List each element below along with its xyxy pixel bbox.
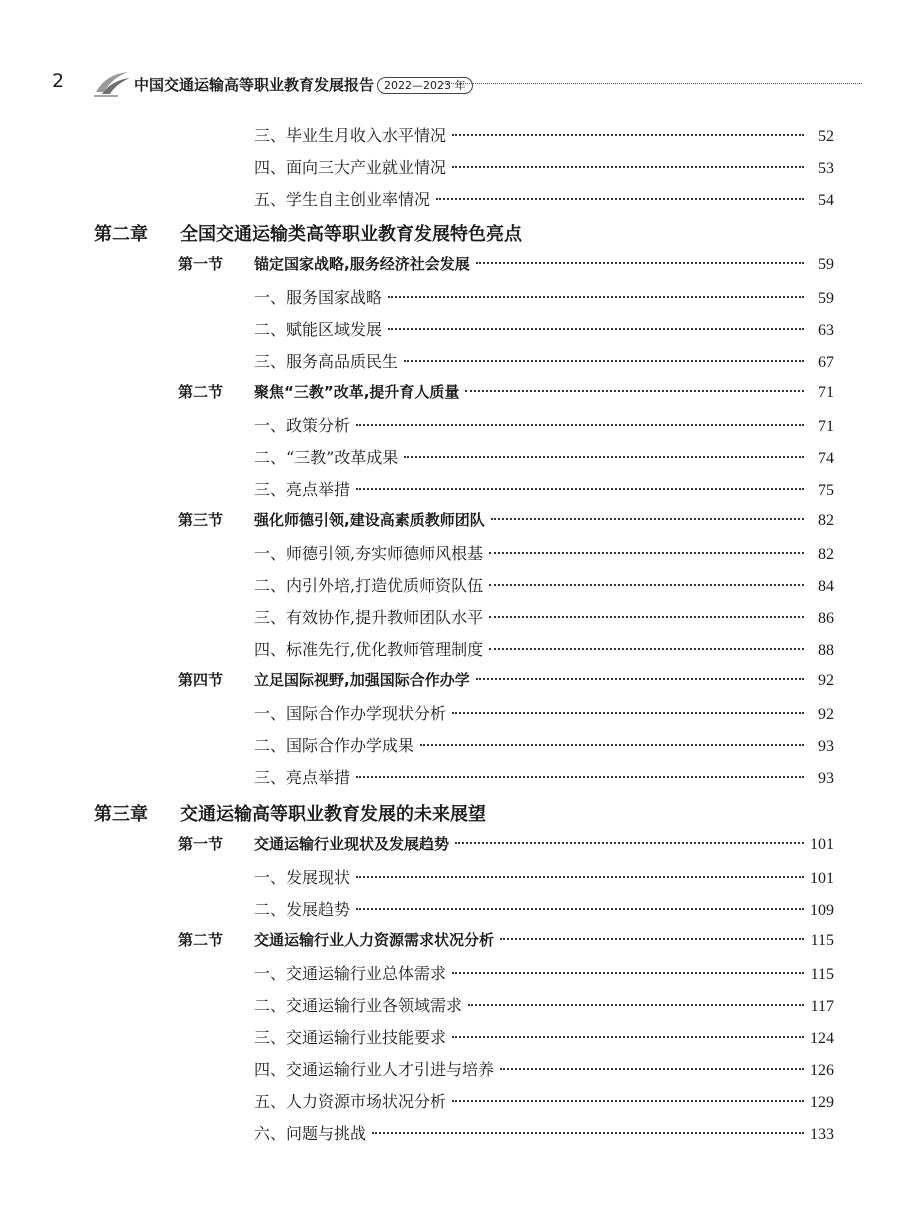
toc-entry-line <box>254 445 834 468</box>
toc-entry-page: 126 <box>810 1062 834 1079</box>
leader-dots <box>436 198 804 200</box>
toc-entry[interactable] <box>0 314 900 344</box>
toc-entry-page: 84 <box>818 578 834 595</box>
toc-entry-title: 三、服务高品质民生 <box>254 352 399 371</box>
toc-chapter[interactable] <box>0 798 900 828</box>
toc-section-line <box>254 833 834 854</box>
toc-entry-line <box>254 733 834 756</box>
leader-dots <box>388 328 804 330</box>
toc-entry-line <box>254 1089 834 1112</box>
leader-dots <box>388 296 804 298</box>
toc-entry[interactable] <box>0 570 900 600</box>
toc-entry-title: 四、标准先行,优化教师管理制度 <box>254 640 484 659</box>
toc-entry-title: 三、亮点举措 <box>254 768 351 787</box>
toc-entry[interactable] <box>0 152 900 182</box>
toc-entry-page: 74 <box>818 450 834 467</box>
leader-dots <box>420 744 804 746</box>
toc-entry-line <box>254 961 834 984</box>
report-logo-icon <box>92 68 132 98</box>
toc-entry[interactable] <box>0 762 900 792</box>
toc-entry-title: 二、内引外培,打造优质师资队伍 <box>254 576 484 595</box>
toc-entry-line <box>254 1025 834 1048</box>
toc-entry[interactable] <box>0 894 900 924</box>
leader-dots <box>491 518 804 520</box>
toc-section-line <box>254 669 834 690</box>
leader-dots <box>500 1068 804 1070</box>
section-page: 59 <box>818 256 834 273</box>
toc-entry-page: 52 <box>818 128 834 145</box>
toc-entry-line <box>254 317 834 340</box>
leader-dots <box>372 1132 804 1134</box>
toc-entry-title: 一、发展现状 <box>254 868 351 887</box>
toc-entry-page: 86 <box>818 610 834 627</box>
section-title: 聚焦“三教”改革,提升育人质量 <box>254 383 460 401</box>
toc-entry-page: 115 <box>810 966 834 983</box>
header-dotted-rule <box>442 83 862 84</box>
header-years-badge: 2022—2023 年 <box>377 77 473 94</box>
leader-dots <box>489 616 804 618</box>
toc-entry-title: 二、国际合作办学成果 <box>254 736 415 755</box>
leader-dots <box>465 390 804 392</box>
toc-entry-line <box>254 477 834 500</box>
toc-entry[interactable] <box>0 346 900 376</box>
toc-entry[interactable] <box>0 282 900 312</box>
leader-dots <box>356 908 804 910</box>
chapter-label: 第二章 <box>94 224 148 245</box>
toc-entry-page: 67 <box>818 354 834 371</box>
toc-entry-page: 133 <box>810 1126 834 1143</box>
toc-entry[interactable] <box>0 958 900 988</box>
toc-entry-line <box>254 637 834 660</box>
leader-dots <box>356 876 804 878</box>
toc-entry-title: 三、有效协作,提升教师团队水平 <box>254 608 484 627</box>
toc-entry-title: 一、交通运输行业总体需求 <box>254 964 447 983</box>
leader-dots <box>452 166 804 168</box>
section-label: 第一节 <box>178 835 224 853</box>
toc-entry[interactable] <box>0 634 900 664</box>
toc-entry-line <box>254 349 834 372</box>
toc-section-line <box>254 929 834 950</box>
section-label: 第二节 <box>178 383 224 401</box>
leader-dots <box>489 648 804 650</box>
toc-entry-title: 二、交通运输行业各领域需求 <box>254 996 463 1015</box>
toc-entry-title: 二、赋能区域发展 <box>254 320 383 339</box>
toc-entry-page: 82 <box>818 546 834 563</box>
toc-entry-line <box>254 187 834 210</box>
toc-entry-line <box>254 1057 834 1080</box>
leader-dots <box>500 938 804 940</box>
toc-entry-page: 92 <box>818 706 834 723</box>
section-title: 立足国际视野,加强国际合作办学 <box>254 671 470 689</box>
toc-chapter[interactable] <box>0 218 900 248</box>
toc-section-line <box>254 509 834 530</box>
toc-entry[interactable] <box>0 990 900 1020</box>
toc-entry-title: 一、服务国家战略 <box>254 288 383 307</box>
toc-section[interactable] <box>0 926 900 956</box>
toc-entry-title: 六、问题与挑战 <box>254 1124 367 1143</box>
toc-section[interactable] <box>0 830 900 860</box>
leader-dots <box>489 552 804 554</box>
toc-entry-line <box>254 541 834 564</box>
section-title: 锚定国家战略,服务经济社会发展 <box>254 255 470 273</box>
toc-entry[interactable] <box>0 410 900 440</box>
toc-entry-title: 四、交通运输行业人才引进与培养 <box>254 1060 495 1079</box>
toc-entry-line <box>254 285 834 308</box>
section-label: 第一节 <box>178 255 224 273</box>
leader-dots <box>356 424 804 426</box>
toc-entry-title: 二、“三教”改革成果 <box>254 448 399 467</box>
page-number: 2 <box>52 70 65 92</box>
toc-entry-line <box>254 1121 834 1144</box>
toc-entry[interactable] <box>0 862 900 892</box>
leader-dots <box>452 712 804 714</box>
toc-section-line <box>254 253 834 274</box>
toc-entry-title: 四、面向三大产业就业情况 <box>254 158 447 177</box>
toc-section[interactable] <box>0 250 900 280</box>
running-header <box>52 68 862 100</box>
toc-entry-line <box>254 865 834 888</box>
toc-entry-line <box>254 413 834 436</box>
toc-entry-title: 五、人力资源市场状况分析 <box>254 1092 447 1111</box>
leader-dots <box>476 678 804 680</box>
chapter-title: 全国交通运输类高等职业教育发展特色亮点 <box>180 224 522 245</box>
toc-entry[interactable] <box>0 474 900 504</box>
section-title: 交通运输行业人力资源需求状况分析 <box>254 931 495 949</box>
toc-entry-page: 93 <box>818 738 834 755</box>
toc-entry[interactable] <box>0 538 900 568</box>
toc-entry-title: 三、交通运输行业技能要求 <box>254 1028 447 1047</box>
toc-entry[interactable] <box>0 1086 900 1116</box>
toc-entry-line <box>254 701 834 724</box>
leader-dots <box>356 488 804 490</box>
toc-entry-page: 129 <box>810 1094 834 1111</box>
chapter-label: 第三章 <box>94 804 148 825</box>
leader-dots <box>452 1036 804 1038</box>
leader-dots <box>455 842 804 844</box>
leader-dots <box>476 262 804 264</box>
leader-dots <box>452 134 804 136</box>
toc-section-line <box>254 381 834 402</box>
toc-entry-page: 93 <box>818 770 834 787</box>
toc-entry-page: 59 <box>818 290 834 307</box>
toc-entry-line <box>254 123 834 146</box>
toc-entry-line <box>254 897 834 920</box>
toc-entry-title: 三、亮点举措 <box>254 480 351 499</box>
toc-entry-line <box>254 573 834 596</box>
leader-dots <box>404 456 804 458</box>
leader-dots <box>404 360 804 362</box>
toc-entry-page: 54 <box>818 192 834 209</box>
toc-entry[interactable] <box>0 730 900 760</box>
toc-entry-line <box>254 993 834 1016</box>
toc-entry-line <box>254 765 834 788</box>
toc-section[interactable] <box>0 378 900 408</box>
toc-entry[interactable] <box>0 698 900 728</box>
leader-dots <box>356 776 804 778</box>
toc-entry[interactable] <box>0 120 900 150</box>
toc-entry[interactable] <box>0 1022 900 1052</box>
section-page: 92 <box>818 672 834 689</box>
toc-entry[interactable] <box>0 1054 900 1084</box>
toc-entry-line <box>254 605 834 628</box>
section-page: 71 <box>818 384 834 401</box>
toc-entry-page: 63 <box>818 322 834 339</box>
section-page: 115 <box>810 932 834 949</box>
toc-entry-line <box>254 155 834 178</box>
section-label: 第三节 <box>178 511 224 529</box>
toc-entry-page: 109 <box>810 902 834 919</box>
toc-entry[interactable] <box>0 1118 900 1148</box>
running-header-title <box>134 74 473 95</box>
leader-dots <box>468 1004 804 1006</box>
toc-entry-page: 71 <box>818 418 834 435</box>
section-title: 强化师德引领,建设高素质教师团队 <box>254 511 485 529</box>
toc-entry[interactable] <box>0 184 900 214</box>
toc-entry-title: 二、发展趋势 <box>254 900 351 919</box>
toc-entry-title: 一、师德引领,夯实师德师风根基 <box>254 544 484 563</box>
section-label: 第二节 <box>178 931 224 949</box>
section-label: 第四节 <box>178 671 224 689</box>
toc-entry[interactable] <box>0 442 900 472</box>
section-page: 101 <box>810 836 834 853</box>
leader-dots <box>452 1100 804 1102</box>
section-page: 82 <box>818 512 834 529</box>
section-title: 交通运输行业现状及发展趋势 <box>254 835 450 853</box>
toc-entry-page: 53 <box>818 160 834 177</box>
toc-section[interactable] <box>0 506 900 536</box>
toc-entry-page: 75 <box>818 482 834 499</box>
toc-entry-page: 88 <box>818 642 834 659</box>
toc-entry-title: 一、政策分析 <box>254 416 351 435</box>
toc-entry[interactable] <box>0 602 900 632</box>
toc-entry-title: 五、学生自主创业率情况 <box>254 190 431 209</box>
leader-dots <box>452 972 804 974</box>
toc-section[interactable] <box>0 666 900 696</box>
toc-entry-page: 124 <box>810 1030 834 1047</box>
toc-entry-title: 三、毕业生月收入水平情况 <box>254 126 447 145</box>
toc-entry-page: 117 <box>810 998 834 1015</box>
toc-entry-page: 101 <box>810 870 834 887</box>
header-title-text: 中国交通运输高等职业教育发展报告 <box>134 76 375 94</box>
chapter-title: 交通运输高等职业教育发展的未来展望 <box>180 804 486 825</box>
leader-dots <box>489 584 804 586</box>
toc-entry-title: 一、国际合作办学现状分析 <box>254 704 447 723</box>
